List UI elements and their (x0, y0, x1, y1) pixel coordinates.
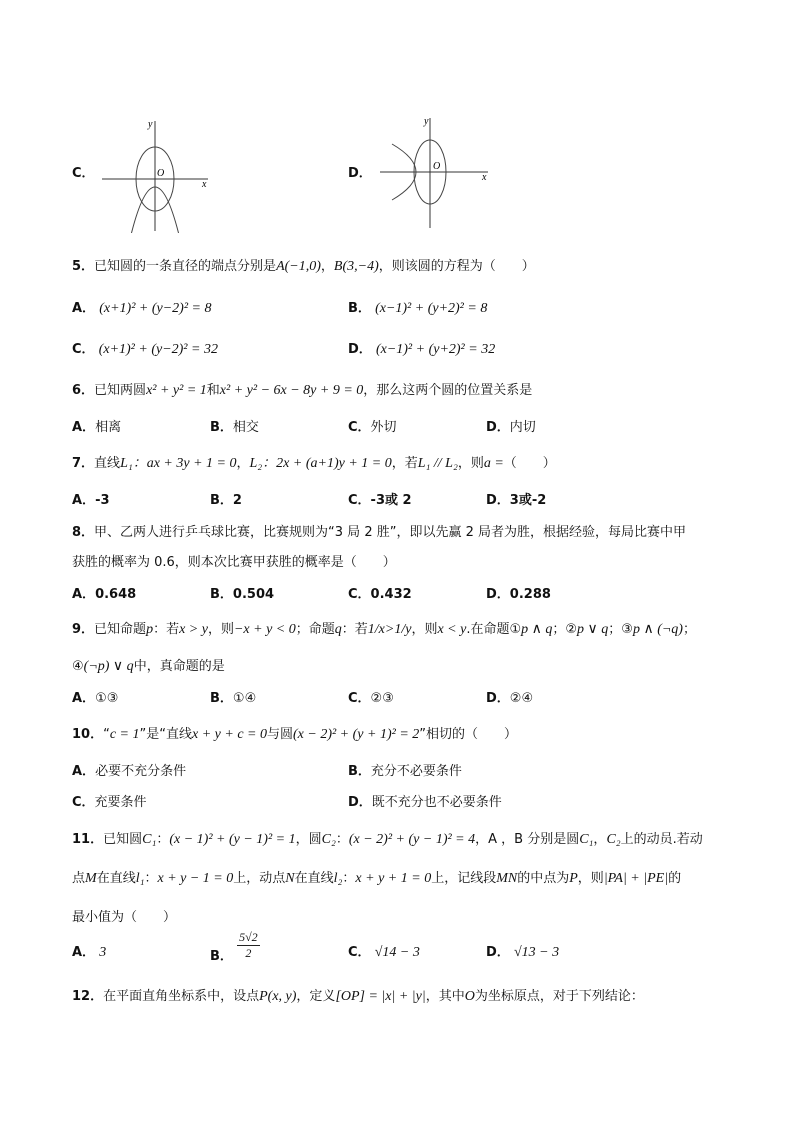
question-6 (72, 379, 532, 399)
math-line-2: x + y + 1 = 0 (355, 871, 432, 886)
math-line-1: x + y − 1 = 0 (157, 871, 234, 886)
math-line: x + y + c = 0 (192, 727, 267, 742)
option-label: D． (486, 945, 510, 960)
question-text: 甲、乙两人进行乒乓球比赛，比赛规则为“3 局 2 胜”，即以先赢 2 局者为胜，根据经验，每局比赛中甲 (94, 525, 686, 540)
fraction (237, 930, 260, 961)
question-number: 10． (72, 727, 104, 742)
option-label: B． (210, 587, 233, 602)
math-compound-4: (¬p) ∨ q (83, 659, 134, 674)
question-5 (72, 255, 535, 275)
question-12 (72, 985, 644, 1005)
question-text: ，则 (411, 622, 438, 637)
question-8 (72, 521, 686, 540)
question-text: 在直线 (294, 871, 334, 886)
math-circle-name: C₁ (142, 832, 157, 847)
option-text: √13 − 3 (513, 945, 560, 960)
question-text: 的中点为 (517, 871, 570, 886)
option-label: A． (72, 301, 96, 316)
math-point-a: A(−1,0) (276, 259, 321, 274)
origin-label: O (433, 161, 441, 172)
question-text: “ (103, 727, 110, 742)
question-text: ；③ (608, 622, 633, 637)
option-d-label: D． (348, 166, 372, 181)
math-expression: |PA| + |PE| (603, 871, 669, 886)
math-circle-name: C₁ (579, 832, 594, 847)
question-11 (72, 828, 703, 848)
option-b[interactable] (210, 930, 260, 964)
question-text: ： (144, 871, 158, 886)
math-origin: O (464, 989, 475, 1004)
question-10 (72, 723, 517, 743)
option-a[interactable] (72, 489, 110, 508)
option-label: D． (348, 795, 372, 810)
option-d[interactable] (348, 791, 502, 810)
question-text: ，定义 (296, 989, 336, 1004)
math-point: P(x, y) (259, 989, 297, 1004)
option-label: B． (348, 764, 371, 779)
option-text: 0.648 (95, 587, 137, 602)
math-parallel: L₁ // L₂ (417, 456, 458, 471)
option-d[interactable] (348, 338, 495, 358)
question-text: 和 (206, 383, 220, 398)
question-text: .在命题① (466, 622, 522, 637)
question-text: 已知圆的一条直径的端点分别是 (94, 259, 277, 274)
question-number: 7． (72, 456, 95, 471)
option-label: C． (348, 945, 371, 960)
math-line-1: L₁：ax + 3y + 1 = 0 (120, 456, 237, 471)
option-b[interactable] (210, 489, 242, 508)
question-text: ，若 (391, 456, 418, 471)
question-text: 点 (72, 871, 86, 886)
option-b[interactable] (348, 297, 487, 317)
question-text: 已知圆 (103, 832, 143, 847)
math-circle-name: C₂ (606, 832, 621, 847)
question-text: ”相切的（ ） (419, 727, 518, 742)
option-c[interactable] (348, 687, 394, 706)
option-expression: (x+1)² + (y−2)² = 8 (99, 301, 212, 316)
option-label: C． (348, 587, 371, 602)
question-text: 直线 (94, 456, 121, 471)
question-text: ，那么这两个圆的位置关系是 (363, 383, 533, 398)
question-text: ：若 (341, 622, 368, 637)
option-label: C． (72, 342, 95, 357)
question-text: 在直线 (96, 871, 136, 886)
question-text: ；命题 (295, 622, 335, 637)
question-text: ④ (72, 659, 84, 674)
option-a[interactable] (72, 941, 106, 961)
question-text: ， (593, 832, 607, 847)
option-text: 3或-2 (509, 493, 547, 508)
option-b[interactable] (348, 760, 462, 779)
x-axis-label: x (482, 172, 487, 183)
question-number: 8． (72, 525, 95, 540)
option-b[interactable] (210, 583, 274, 602)
question-text: ”是“直线 (139, 727, 192, 742)
option-text: 0.432 (370, 587, 412, 602)
math-point: N (285, 871, 295, 886)
math-proposition-q: q (334, 622, 342, 637)
origin-label: O (157, 168, 165, 179)
math-line-name: l₂ (333, 871, 343, 886)
option-text: 必要不充分条件 (95, 764, 187, 779)
question-text: ，则 (457, 456, 484, 471)
math-circle-2: (x − 2)² + (y − 1)² = 4 (348, 832, 476, 847)
math-circle-1: (x − 1)² + (y − 1)² = 1 (169, 832, 296, 847)
option-label: D． (486, 587, 510, 602)
option-label: B． (210, 691, 233, 706)
option-label: A． (72, 587, 96, 602)
option-d[interactable] (486, 687, 533, 706)
math-point: P (569, 871, 578, 886)
option-text: 内切 (509, 420, 536, 435)
x-axis-label: x (202, 179, 207, 190)
option-a[interactable] (72, 687, 118, 706)
option-c[interactable] (348, 941, 420, 961)
option-text: ②④ (509, 691, 534, 706)
math-circle-1: x² + y² = 1 (146, 383, 207, 398)
option-c[interactable] (348, 416, 397, 435)
option-label: B． (210, 420, 233, 435)
graph-d (372, 112, 494, 230)
option-label: A． (72, 764, 96, 779)
question-text: ，则 (577, 871, 604, 886)
option-a[interactable] (72, 583, 136, 602)
question-text: ，圆 (295, 832, 322, 847)
option-c[interactable] (72, 338, 218, 358)
question-text: 在平面直角坐标系中，设点 (103, 989, 260, 1004)
question-number: 9． (72, 622, 95, 637)
question-number: 11． (72, 832, 104, 847)
option-text: ①④ (232, 691, 257, 706)
question-9-line-2 (72, 655, 225, 675)
question-text: 已知两圆 (94, 383, 147, 398)
option-d[interactable] (486, 489, 546, 508)
math-fraction: 1/x (367, 622, 385, 637)
option-c[interactable] (348, 583, 412, 602)
option-text: 相离 (95, 420, 122, 435)
option-c[interactable] (72, 791, 147, 810)
option-text: √14 − 3 (374, 945, 420, 960)
question-11-line-3: 最小值为（ ） (72, 910, 177, 925)
question-text: ： (335, 832, 349, 847)
option-text: -3或 2 (370, 493, 412, 508)
math-proposition-p: p (146, 622, 154, 637)
math-expression: x > y (179, 622, 208, 637)
question-text: 为坐标原点，对于下列结论： (474, 989, 644, 1004)
option-label: D． (486, 493, 510, 508)
question-text: 与圆 (266, 727, 293, 742)
math-circle-2: x² + y² − 6x − 8y + 9 = 0 (219, 383, 364, 398)
option-text: 2 (232, 493, 242, 508)
option-d[interactable] (486, 416, 536, 435)
option-text: 0.288 (509, 587, 551, 602)
question-text: ，则该圆的方程为（ ） (378, 259, 535, 274)
math-expression: c = 1 (109, 727, 140, 742)
option-a[interactable] (72, 416, 121, 435)
question-text: 上，记线段 (431, 871, 497, 886)
math-definition: [OP] = |x| + |y| (335, 989, 426, 1004)
option-text: 相交 (232, 420, 259, 435)
question-9 (72, 618, 696, 638)
question-text: ； (682, 622, 696, 637)
option-c-label: C． (72, 166, 95, 181)
math-expression: x < y (437, 622, 467, 637)
option-b[interactable] (210, 416, 259, 435)
math-compound-3: p ∧ (¬q) (632, 622, 683, 637)
option-label: D． (486, 691, 510, 706)
separator: ， (320, 259, 334, 274)
option-text: ②③ (370, 691, 394, 706)
math-compound-1: p ∧ q (521, 622, 553, 637)
option-text: 充要条件 (94, 795, 147, 810)
option-c[interactable] (348, 489, 412, 508)
question-text: ： (156, 832, 170, 847)
math-fraction: 1/y (394, 622, 412, 637)
fraction-numerator: 5√2 (239, 930, 258, 944)
question-number: 12． (72, 989, 104, 1004)
question-text: 上，动点 (233, 871, 286, 886)
option-expression: (x−1)² + (y+2)² = 8 (375, 301, 488, 316)
math-compound-2: p ∨ q (577, 622, 609, 637)
option-label: C． (348, 420, 371, 435)
question-text: 中，真命题的是 (133, 659, 225, 674)
question-text: 上的动员.若动 (620, 832, 703, 847)
question-text: ，其中 (425, 989, 465, 1004)
option-label: C． (348, 691, 371, 706)
math-variable: a = (483, 456, 504, 471)
option-label: B． (348, 301, 371, 316)
math-segment: MN (496, 871, 518, 886)
math-expression: −x + y < 0 (233, 622, 296, 637)
question-text: ，则 (207, 622, 234, 637)
math-line-2: L₂：2x + (a+1)y + 1 = 0 (249, 456, 392, 471)
question-text: 的 (668, 871, 682, 886)
option-label: A． (72, 420, 96, 435)
separator: ， (236, 456, 250, 471)
y-axis-label: y (148, 119, 153, 130)
option-text: 3 (99, 945, 107, 960)
question-text: ，A ，B 分别是圆 (475, 832, 580, 847)
math-line-name: l₁ (135, 871, 145, 886)
option-text: 既不充分也不必要条件 (371, 795, 502, 810)
math-operator: > (384, 622, 395, 637)
question-number: 6． (72, 383, 95, 398)
math-circle: (x − 2)² + (y + 1)² = 2 (293, 727, 420, 742)
option-label: A． (72, 691, 96, 706)
option-expression: (x−1)² + (y+2)² = 32 (375, 342, 496, 357)
question-text: ：若 (153, 622, 180, 637)
option-d[interactable] (486, 583, 551, 602)
option-text: 0.504 (232, 587, 275, 602)
question-text: 已知命题 (94, 622, 147, 637)
math-point: M (85, 871, 97, 886)
option-label: A． (72, 945, 96, 960)
option-a[interactable] (72, 760, 186, 779)
question-number: 5． (72, 259, 95, 274)
option-text: ①③ (95, 691, 119, 706)
option-label: D． (348, 342, 372, 357)
question-7 (72, 452, 556, 472)
math-circle-name: C₂ (321, 832, 336, 847)
question-text: ： (342, 871, 356, 886)
option-label: B． (210, 493, 233, 508)
math-point-b: B(3,−4) (333, 259, 379, 274)
fraction-denominator: 2 (245, 946, 252, 960)
option-expression: (x+1)² + (y−2)² = 32 (98, 342, 218, 357)
question-8-line-2: 获胜的概率为 0.6，则本次比赛甲获胜的概率是（ ） (72, 555, 396, 570)
y-axis-label: y (424, 116, 429, 127)
option-text: -3 (95, 493, 110, 508)
option-b[interactable] (210, 687, 256, 706)
graph-c (96, 115, 216, 233)
option-label: C． (348, 493, 371, 508)
option-text: 充分不必要条件 (370, 764, 462, 779)
option-a[interactable] (72, 297, 211, 317)
option-label: D． (486, 420, 510, 435)
option-d[interactable] (486, 941, 559, 961)
question-text: （ ） (503, 456, 556, 471)
question-11-line-2 (72, 867, 681, 887)
option-text: 外切 (370, 420, 397, 435)
question-text: ；② (552, 622, 578, 637)
option-label: C． (72, 795, 95, 810)
option-label: A． (72, 493, 96, 508)
option-label: B． (210, 949, 233, 964)
